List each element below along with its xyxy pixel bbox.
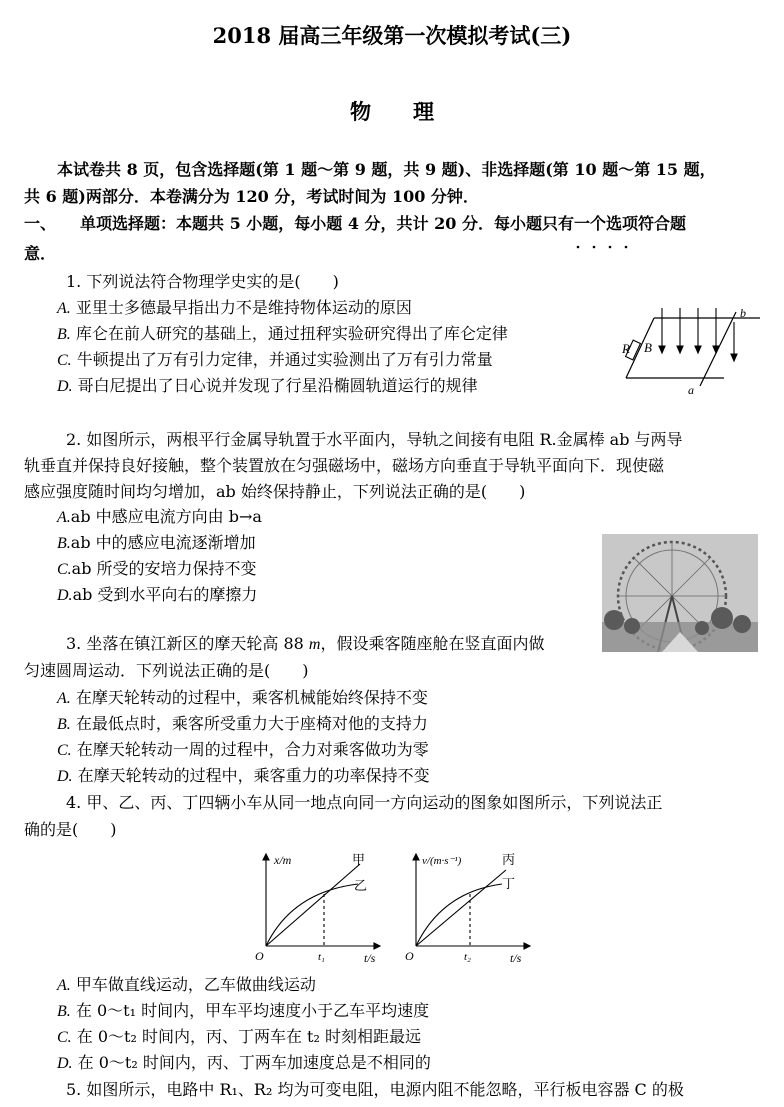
subject-title: 物 理 bbox=[350, 99, 434, 124]
graph-xt bbox=[252, 848, 382, 966]
q2-option-c: C.ab 所受的安培力保持不变 bbox=[57, 559, 257, 578]
exam-title: 2018 届高三年级第一次模拟考试(三) bbox=[212, 23, 572, 48]
graph1-origin: O bbox=[255, 949, 264, 963]
q4-option-b: B. 在 0～t₁ 时间内，甲车平均速度小于乙车平均速度 bbox=[57, 1001, 430, 1020]
graph2-curve-a: 丙 bbox=[502, 852, 516, 867]
graph2-tick: t₂ bbox=[464, 951, 471, 963]
q1-stem: 1. 下列说法符合物理学史实的是( ) bbox=[66, 272, 339, 291]
label-a: a bbox=[688, 383, 694, 397]
q2-line-3: 感应强度随时间均匀增加，ab 始终保持静止，下列说法正确的是( ) bbox=[24, 482, 526, 501]
q5-line-1: 5. 如图所示，电路中 R₁、R₂ 均为可变电阻，电源内阻不能忽略，平行板电容器 C 的极 bbox=[66, 1080, 684, 1099]
q3-option-d: D. 在摩天轮转动的过程中，乘客重力的功率保持不变 bbox=[57, 766, 430, 785]
graph2-origin: O bbox=[405, 949, 414, 963]
graph2-curve-b: 丁 bbox=[502, 876, 516, 891]
section-number: 一、 bbox=[24, 214, 57, 233]
q2-option-d: D.ab 受到水平向右的摩擦力 bbox=[57, 585, 258, 604]
q2-option-a: A.ab 中感应电流方向由 b→a bbox=[57, 507, 262, 526]
q3-option-c: C. 在摩天轮转动一周的过程中，合力对乘客做功为零 bbox=[57, 740, 429, 759]
q2-line-2: 轨垂直并保持良好接触，整个装置放在匀强磁场中，磁场方向垂直于导轨平面向下．现使磁 bbox=[24, 456, 665, 475]
graph-vt bbox=[402, 848, 532, 966]
graph1-tick: t₁ bbox=[318, 951, 325, 963]
label-r: R bbox=[622, 341, 630, 356]
q4-line-2: 确的是( ) bbox=[24, 820, 117, 839]
q2-option-b: B.ab 中的感应电流逐渐增加 bbox=[57, 533, 256, 552]
q1-option-b: B. 库仑在前人研究的基础上，通过扭秤实验研究得出了库仑定律 bbox=[57, 324, 508, 343]
graph1-xlabel: t/s bbox=[364, 951, 376, 965]
graph1-curve-b: 乙 bbox=[354, 878, 368, 893]
graph2-xlabel: t/s bbox=[510, 951, 522, 965]
q1-option-d: D. 哥白尼提出了日心说并发现了行星沿椭圆轨道运行的规律 bbox=[57, 376, 478, 395]
q1-option-c: C. 牛顿提出了万有引力定律，并通过实验测出了万有引力常量 bbox=[57, 350, 493, 369]
q4-option-a: A. 甲车做直线运动，乙车做曲线运动 bbox=[57, 975, 316, 994]
section-title-line-1: 单项选择题：本题共 5 小题，每小题 4 分，共计 20 分．每小题只有一个选项符合题 bbox=[80, 214, 686, 233]
q3-line-1: 3. 坐落在镇江新区的摩天轮高 88 m，假设乘客随座舱在竖直面内做 bbox=[66, 634, 545, 653]
graph1-ylabel: x/m bbox=[274, 853, 292, 867]
graph1-curve-a: 甲 bbox=[352, 852, 366, 867]
q3-option-a: A. 在摩天轮转动的过程中，乘客机械能始终保持不变 bbox=[57, 688, 428, 707]
label-b: b bbox=[740, 306, 746, 320]
q1-option-a: A. 亚里士多德最早指出力不是维持物体运动的原因 bbox=[57, 298, 412, 317]
intro-line-2: 共 6 题)两部分．本卷满分为 120 分，考试时间为 100 分钟． bbox=[24, 187, 479, 206]
rails-figure bbox=[614, 306, 764, 398]
label-b-field: B bbox=[644, 340, 652, 355]
q4-line-1: 4. 甲、乙、丙、丁四辆小车从同一地点向同一方向运动的图象如图所示，下列说法正 bbox=[66, 793, 663, 812]
intro-line-1: 本试卷共 8 页，包含选择题(第 1 题～第 9 题，共 9 题)、非选择题(第 10 题～第 15 题， bbox=[57, 160, 716, 179]
q2-line-1: 2. 如图所示，两根平行金属导轨置于水平面内，导轨之间接有电阻 R.金属棒 ab 与两导 bbox=[66, 430, 683, 449]
emphasis-dots bbox=[572, 235, 632, 241]
section-title-line-2: 意． bbox=[24, 244, 57, 263]
q3-line-2: 匀速圆周运动．下列说法正确的是( ) bbox=[24, 661, 309, 680]
ferris-wheel-photo bbox=[602, 534, 758, 652]
graph2-ylabel: v/(m·s⁻¹) bbox=[422, 855, 462, 867]
q4-option-d: D. 在 0～t₂ 时间内，丙、丁两车加速度总是不相同的 bbox=[57, 1053, 431, 1072]
q4-option-c: C. 在 0～t₂ 时间内，丙、丁两车在 t₂ 时刻相距最远 bbox=[57, 1027, 421, 1046]
q3-option-b: B. 在最低点时，乘客所受重力大于座椅对他的支持力 bbox=[57, 714, 428, 733]
